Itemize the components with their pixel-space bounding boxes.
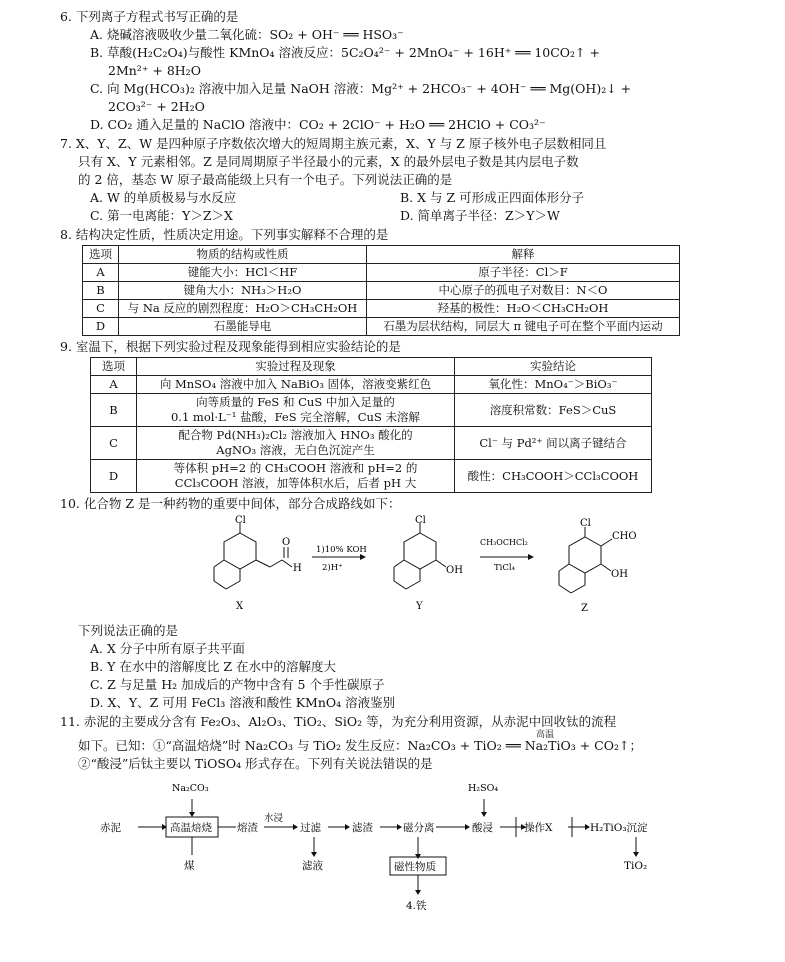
x-cl-label: Cl <box>235 515 246 526</box>
q8-cell: D <box>83 318 119 336</box>
question-8 <box>60 226 771 336</box>
x-carbonyl-o-label: O <box>282 537 291 548</box>
q8-cell: C <box>83 300 119 318</box>
q9-cell <box>137 376 455 394</box>
q7-option-a: A. W 的单质极易与水反应 <box>90 190 237 205</box>
q8-header-property: 物质的结构或性质 <box>119 246 367 264</box>
flow-h2so4: H₂SO₄ <box>468 783 499 794</box>
q6-option-b-cont: 2Mn²⁺ + 8H₂O <box>108 63 201 78</box>
q9-cell: D <box>91 460 137 493</box>
question-9 <box>60 338 771 493</box>
q8-cell: 与 Na 反应的剧烈程度：H₂O＞CH₃CH₂OH <box>119 300 367 318</box>
q9-cell <box>137 394 455 427</box>
q9-cell <box>137 460 455 493</box>
q7-option-b: B. X 与 Z 可形成正四面体形分子 <box>400 190 585 205</box>
flow-magnetic-substance: 磁性物质 <box>394 861 436 873</box>
q8-table <box>82 245 680 336</box>
q11-stem-line2-wrap <box>60 730 771 755</box>
q9-table <box>90 357 652 493</box>
q7-stem-line2: 只有 X、Y 元素相邻。Z 是同周期原子半径最小的元素，X 的最外层电子数是其内层电子数 <box>78 154 579 169</box>
flow-na2co3: Na₂CO₃ <box>172 783 209 794</box>
table-row <box>83 300 680 318</box>
q10-option-d: D. X、Y、Z 可用 FeCl₃ 溶液和酸性 KMnO₄ 溶液鉴别 <box>90 695 396 710</box>
question-6 <box>60 8 771 134</box>
q9-cell: B <box>91 394 137 427</box>
flow-slag: 熔渣 <box>237 822 258 834</box>
q9-header-procedure: 实验过程及现象 <box>137 358 455 376</box>
q10-stem: 10. 化合物 Z 是一种药物的重要中间体，部分合成路线如下： <box>60 496 401 511</box>
flow-filter: 过滤 <box>300 822 321 834</box>
flow-water-leach: 水浸 <box>264 813 284 824</box>
q7-option-c: C. 第一电离能：Y＞Z＞X <box>90 208 233 223</box>
q7-options-row1 <box>60 189 771 207</box>
table-row <box>83 264 680 282</box>
q9-cell: 酸性：CH₃COOH＞CCl₃COOH <box>455 460 652 493</box>
label-y: Y <box>416 601 423 612</box>
q9-cell: A <box>91 376 137 394</box>
q8-cell: 原子半径：Cl＞F <box>367 264 680 282</box>
flow-iron: 4.铁 <box>406 900 427 912</box>
flow-roast: 高温焙烧 <box>170 822 212 834</box>
question-7 <box>60 135 771 225</box>
q10-option-b: B. Y 在水中的溶解度比 Z 在水中的溶解度大 <box>90 659 336 674</box>
q7-option-d: D. 简单离子半径：Z＞Y＞W <box>400 208 560 223</box>
q6-option-b: B. 草酸(H₂C₂O₄)与酸性 KMnO₄ 溶液反应：5C₂O₄²⁻ + 2MnO₄⁻ + 16H⁺ ══ 10CO₂↑ + <box>90 45 600 60</box>
q9-proc-line: 等体积 pH=2 的 CH₃COOH 溶液和 pH=2 的 <box>173 461 418 475</box>
process-flowchart <box>96 775 736 925</box>
z-cho-label: CHO <box>612 531 637 542</box>
q8-stem: 8. 结构决定性质，性质决定用途。下列事实解释不合理的是 <box>60 227 389 242</box>
q8-cell: A <box>83 264 119 282</box>
q9-cell: 溶度积常数：FeS＞CuS <box>455 394 652 427</box>
q9-cell: 氧化性：MnO₄⁻＞BiO₃⁻ <box>455 376 652 394</box>
q10-sub-stem: 下列说法正确的是 <box>78 623 179 638</box>
flow-residue: 滤渣 <box>352 822 373 834</box>
q7-options-row2 <box>60 207 771 225</box>
q6-option-d: D. CO₂ 通入足量的 NaClO 溶液中：CO₂ + 2ClO⁻ + H₂O ══ 2HClO + CO₃²⁻ <box>90 117 546 132</box>
q9-stem: 9. 室温下，根据下列实验过程及现象能得到相应实验结论的是 <box>60 339 401 354</box>
flow-product: H₂TiO₃沉淀 <box>590 822 648 834</box>
q9-cell <box>137 427 455 460</box>
reagent-dichloromethyl-ether: CH₃OCHCl₂ <box>480 538 528 547</box>
q9-header-conclusion: 实验结论 <box>455 358 652 376</box>
q7-stem-line3: 的 2 倍，基态 W 原子最高能级上只有一个电子。下列说法正确的是 <box>78 172 453 187</box>
question-11 <box>60 713 771 930</box>
q6-option-c-cont: 2CO₃²⁻ + 2H₂O <box>108 99 205 114</box>
x-h-label: H <box>293 563 302 574</box>
flow-red-mud: 赤泥 <box>100 822 121 834</box>
molecule-z <box>559 527 612 593</box>
reagent-acid: 2)H⁺ <box>322 563 343 573</box>
q10-option-c: C. Z 与足量 H₂ 加成后的产物中含有 5 个手性碳原子 <box>90 677 385 692</box>
flow-coal: 煤 <box>184 860 195 872</box>
q9-proc-line: CCl₃COOH 溶液，加等体积水后，后者 pH 大 <box>174 476 417 490</box>
label-x: X <box>236 601 244 612</box>
q8-cell: 中心原子的孤电子对数目：N＜O <box>367 282 680 300</box>
q9-proc-line: 配合物 Pd(NH₃)₂Cl₂ 溶液加入 HNO₃ 酸化的 <box>178 428 413 442</box>
q10-option-a: A. X 分子中所有原子共平面 <box>90 641 245 656</box>
table-row <box>91 427 652 460</box>
q9-proc-line: 0.1 mol·L⁻¹ 盐酸，FeS 完全溶解，CuS 未溶解 <box>170 410 420 424</box>
q8-cell: B <box>83 282 119 300</box>
molecule-x <box>214 523 292 589</box>
y-cl-label: Cl <box>415 515 426 526</box>
table-row <box>91 376 652 394</box>
question-10 <box>60 495 771 712</box>
flow-acid-leach: 酸浸 <box>472 822 493 834</box>
q6-stem: 6. 下列离子方程式书写正确的是 <box>60 9 239 24</box>
q11-stem-line2: 如下。已知：①“高温焙烧”时 Na₂CO₃ 与 TiO₂ 发生反应：Na₂CO₃ + TiO₂ ══ Na₂TiO₃ + CO₂↑； <box>78 738 642 753</box>
reagent-koh: 1)10% KOH <box>316 545 367 555</box>
q11-stem-line3: ②“酸浸”后钛主要以 TiOSO₄ 形式存在。下列有关说法错误的是 <box>78 756 433 771</box>
reagent-ticl4: TiCl₄ <box>494 563 516 573</box>
flow-tio2: TiO₂ <box>624 860 648 872</box>
molecule-y <box>394 523 446 589</box>
q9-proc-line: AgNO₃ 溶液，无白色沉淀产生 <box>216 443 375 457</box>
y-oh-label: OH <box>446 565 463 576</box>
table-row <box>83 282 680 300</box>
q8-cell: 键能大小：HCl＜HF <box>119 264 367 282</box>
q9-header-option: 选项 <box>91 358 137 376</box>
z-cl-label: Cl <box>580 518 591 529</box>
table-row <box>91 394 652 427</box>
label-z: Z <box>581 603 588 614</box>
arrow-head-icon <box>528 554 534 560</box>
q8-cell: 石墨为层状结构，同层大 π 键电子可在整个平面内运动 <box>367 318 680 336</box>
q9-proc-line: 向 MnSO₄ 溶液中加入 NaBiO₃ 固体，溶液变紫红色 <box>159 377 432 391</box>
q9-cell: Cl⁻ 与 Pd²⁺ 间以离子键结合 <box>455 427 652 460</box>
table-row <box>91 460 652 493</box>
flow-magnetic-separation: 磁分离 <box>403 822 435 834</box>
q8-cell: 石墨能导电 <box>119 318 367 336</box>
q11-reaction-condition: 高温 <box>536 730 555 740</box>
q7-stem-line1: 7. X、Y、Z、W 是四种原子序数依次增大的短周期主族元素，X、Y 与 Z 原子核外电子层数相同且 <box>60 136 607 151</box>
z-oh-label: OH <box>611 569 628 580</box>
flow-operation-x: 操作X <box>524 822 553 834</box>
q8-header-explanation: 解释 <box>367 246 680 264</box>
q9-cell: C <box>91 427 137 460</box>
q9-proc-line: 向等质量的 FeS 和 CuS 中加入足量的 <box>196 395 395 409</box>
q6-option-a: A. 烧碱溶液吸收少量二氧化硫：SO₂ + OH⁻ ══ HSO₃⁻ <box>90 27 404 42</box>
q8-cell: 键角大小：NH₃＞H₂O <box>119 282 367 300</box>
q8-cell: 羟基的极性：H₂O＜CH₃CH₂OH <box>367 300 680 318</box>
synthesis-scheme <box>200 515 660 615</box>
q6-option-c: C. 向 Mg(HCO₃)₂ 溶液中加入足量 NaOH 溶液：Mg²⁺ + 2HCO₃⁻ + 4OH⁻ ══ Mg(OH)₂↓ + <box>90 81 632 96</box>
flow-filtrate: 滤液 <box>302 860 323 872</box>
q8-header-option: 选项 <box>83 246 119 264</box>
table-row <box>83 318 680 336</box>
q11-stem-line1: 11. 赤泥的主要成分含有 Fe₂O₃、Al₂O₃、TiO₂、SiO₂ 等，为充分利用资源，从赤泥中回收钛的流程 <box>60 714 617 729</box>
